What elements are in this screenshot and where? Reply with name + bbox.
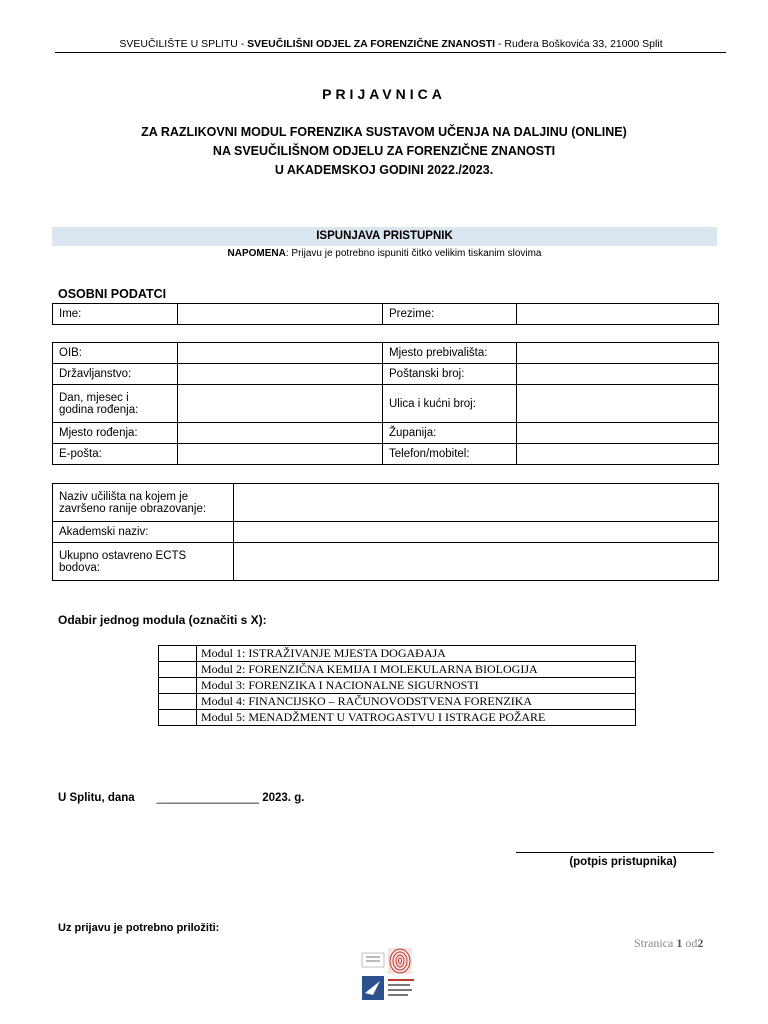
residence-field[interactable] [517,343,719,364]
header-department: SVEUČILIŠNI ODJEL ZA FORENZIČNE ZNANOSTI [247,38,496,50]
fill-note [52,248,717,259]
personal-data-table [52,342,719,465]
citizenship-field[interactable] [178,364,383,385]
table-row [159,678,636,694]
academic-title-field[interactable] [234,522,719,543]
first-name-label: Ime: [53,304,178,325]
phone-label: Telefon/mobitel: [383,444,517,465]
module-2-checkbox[interactable] [159,662,197,678]
signature-label: (potpis pristupnika) [569,856,677,868]
school-name-label: Naziv učilišta na kojem je završeno ranije obrazovanje: [53,484,234,522]
fingerprint-icon [388,948,412,974]
module-1-label: Modul 1: ISTRAŽIVANJE MJESTA DOGAĐAJA [197,646,636,662]
oib-label: OIB: [53,343,178,364]
department-name-mark [388,979,414,996]
email-field[interactable] [178,444,383,465]
university-logo [360,948,420,1002]
page-total: 2 [697,936,704,950]
module-3-label: Modul 3: FORENZIKA I NACIONALNE SIGURNOSTI [197,678,636,694]
header-divider [55,52,726,53]
email-label: E-pošta: [53,444,178,465]
note-text: : Prijavu je potrebno ispuniti čitko velikim tiskanim slovima [285,248,542,259]
oib-field[interactable] [178,343,383,364]
page-header [55,38,727,50]
signature-line[interactable] [516,852,714,853]
module-5-checkbox[interactable] [159,710,197,726]
module-1-checkbox[interactable] [159,646,197,662]
citizenship-label: Državljanstvo: [53,364,178,385]
page-current: 1 [676,936,683,950]
table-row [159,662,636,678]
module-3-checkbox[interactable] [159,678,197,694]
street-label: Ulica i kućni broj: [383,385,517,423]
table-row [53,343,719,364]
residence-label: Mjesto prebivališta: [383,343,517,364]
table-row [53,444,719,465]
school-name-field[interactable] [234,484,719,522]
last-name-label: Prezime: [383,304,517,325]
year-suffix: 2023. g. [262,792,305,804]
postal-code-field[interactable] [517,364,719,385]
ects-field[interactable] [234,543,719,581]
note-label: NAPOMENA [227,248,286,259]
table-row [159,694,636,710]
place-date-line [58,792,304,804]
module-5-label: Modul 5: MENADŽMENT U VATROGASTVU I ISTRAGE POŽARE [197,710,636,726]
table-row [159,710,636,726]
module-table [158,645,636,726]
county-field[interactable] [517,423,719,444]
table-row [53,385,719,423]
academic-title-label: Akademski naziv: [53,522,234,543]
subtitle-line-2: NA SVEUČILIŠNOM ODJELU ZA FORENZIČNE ZNANOSTI [212,144,556,158]
street-field[interactable] [517,385,719,423]
birth-place-field[interactable] [178,423,383,444]
personal-section-title: OSOBNI PODATCI [58,287,167,301]
module-selection-label: Odabir jednog modula (označiti s X): [58,613,267,627]
table-row [53,423,719,444]
department-emblem-icon [362,976,384,1000]
birth-place-label: Mjesto rođenja: [53,423,178,444]
attachments-label: Uz prijavu je potrebno priložiti: [58,922,220,934]
birth-date-field[interactable] [178,385,383,423]
birth-date-label: Dan, mjesec i godina rođenja: [53,385,178,423]
document-title: PRIJAVNICA [322,86,446,102]
phone-field[interactable] [517,444,719,465]
subtitle-line-3: U AKADEMSKOJ GODINI 2022./2023. [274,163,494,177]
module-2-label: Modul 2: FORENZIČNA KEMIJA I MOLEKULARNA BIOLOGIJA [197,662,636,678]
name-table [52,303,719,325]
page-number [634,936,703,951]
first-name-field[interactable] [178,304,383,325]
table-row [159,646,636,662]
page-word: Stranica [634,936,674,950]
table-row [53,522,719,543]
ects-label: Ukupno ostavreno ECTS bodova: [53,543,234,581]
header-address: - Ruđera Boškovića 33, 21000 Split [495,38,663,50]
header-institution: SVEUČILIŠTE U SPLITU - [119,38,248,50]
table-row [53,543,719,581]
date-blank-field[interactable]: ________________ [156,792,260,804]
table-row [53,484,719,522]
page-of: od [685,936,698,950]
county-label: Županija: [383,423,517,444]
module-4-checkbox[interactable] [159,694,197,710]
table-row [53,364,719,385]
university-crest-icon [362,953,384,967]
table-row [53,304,719,325]
section-bar: ISPUNJAVA PRISTUPNIK [52,227,717,246]
subtitle-line-1: ZA RAZLIKOVNI MODUL FORENZIKA SUSTAVOM UČENJA NA DALJINU (ONLINE) [141,125,627,139]
module-4-label: Modul 4: FINANCIJSKO – RAČUNOVODSTVENA FORENZIKA [197,694,636,710]
place-prefix: U Splitu, dana [58,792,135,804]
last-name-field[interactable] [517,304,719,325]
education-table [52,483,719,581]
postal-code-label: Poštanski broj: [383,364,517,385]
